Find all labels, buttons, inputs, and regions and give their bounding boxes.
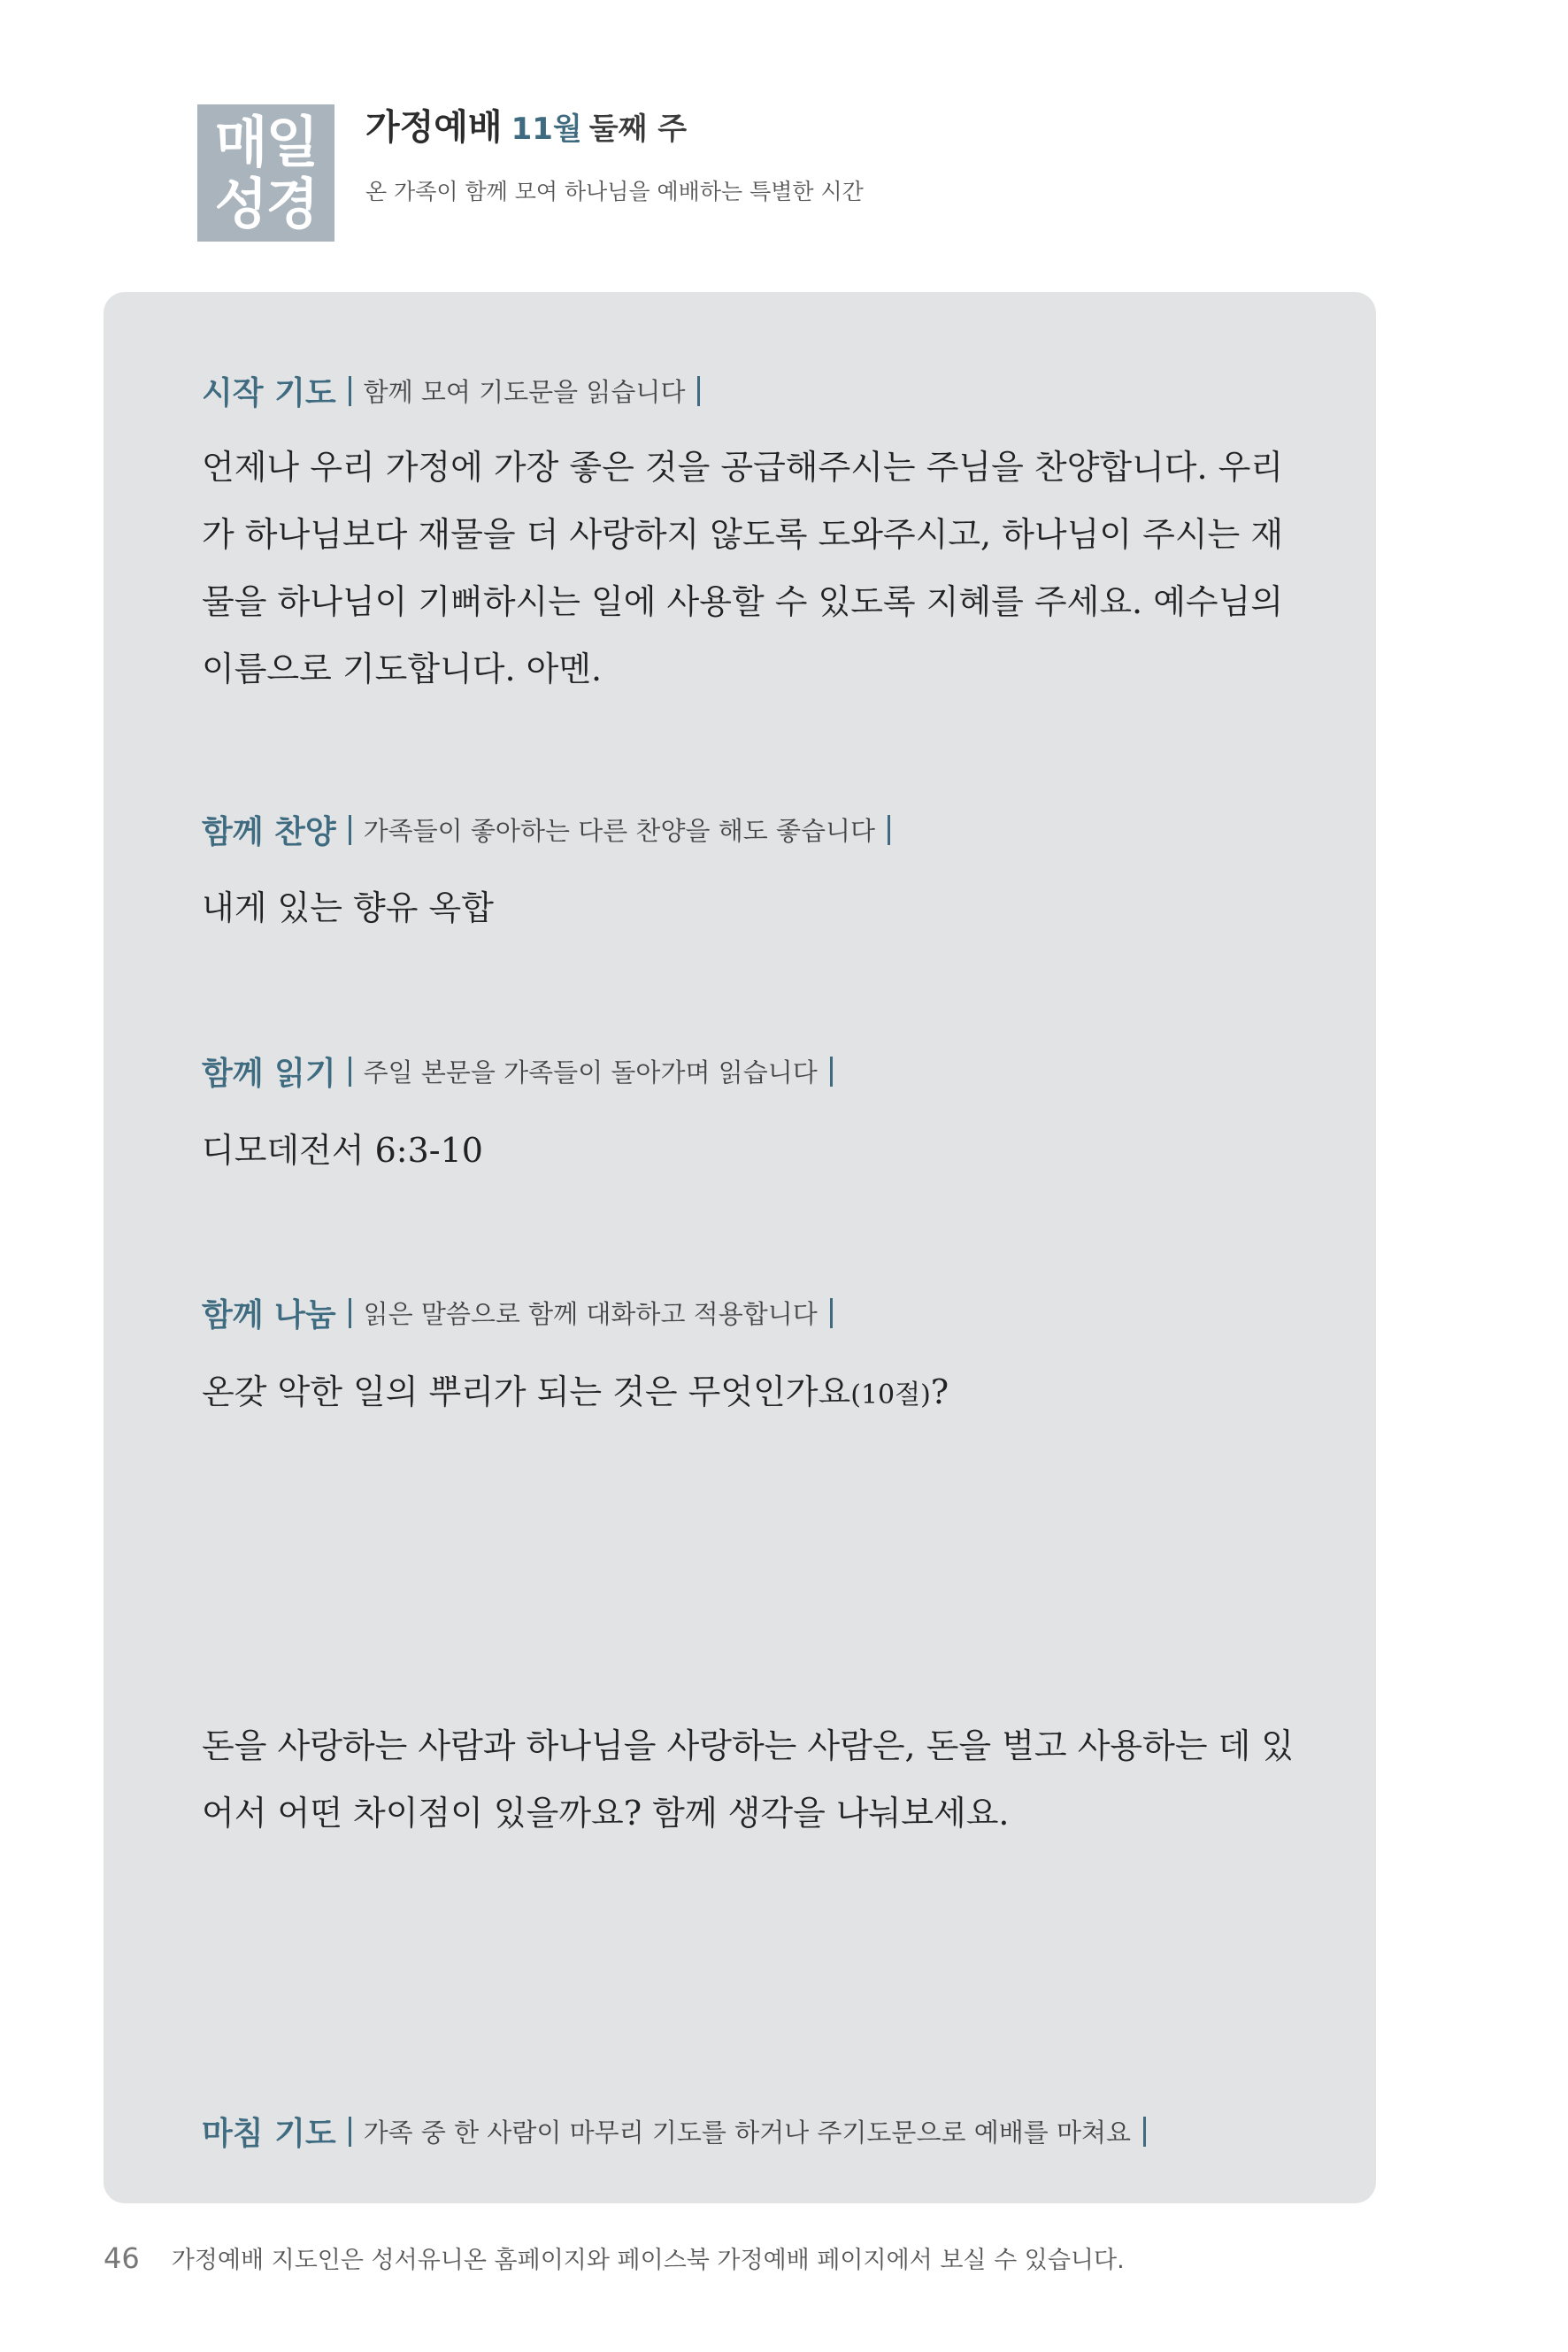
divider-bar bbox=[349, 376, 351, 406]
section-title: 함께 찬양 bbox=[202, 814, 336, 850]
divider-bar bbox=[888, 815, 890, 845]
sharing-question-1 bbox=[202, 1358, 1299, 1429]
divider-bar bbox=[349, 2117, 351, 2147]
divider-bar bbox=[349, 1057, 351, 1087]
reading-passage-text: 디모데전서 6:3-10 bbox=[202, 1131, 483, 1170]
logo-line-2: 성경 bbox=[214, 171, 318, 236]
section-title: 함께 읽기 bbox=[202, 1056, 336, 1092]
question-1-end: ? bbox=[930, 1372, 949, 1411]
divider-bar bbox=[349, 1298, 351, 1328]
title-month: 11월 bbox=[511, 111, 582, 147]
section-note: 가족 중 한 사람이 마무리 기도를 하거나 주기도문으로 예배를 마쳐요 bbox=[363, 2118, 1131, 2148]
section-note: 가족들이 좋아하는 다른 찬양을 해도 좋습니다 bbox=[363, 816, 875, 846]
section-head-opening-prayer bbox=[202, 368, 712, 413]
sharing-question-2: 돈을 사랑하는 사람과 하나님을 사랑하는 사람은, 돈을 벌고 사용하는 데 있어서 어떤 차이점이 있을까요? 함께 생각을 나눠보세요. bbox=[202, 1726, 1295, 1833]
daily-bible-logo bbox=[197, 104, 334, 242]
section-head-reading bbox=[202, 1049, 845, 1094]
title-week: 둘째 주 bbox=[588, 111, 688, 147]
page-subtitle: 온 가족이 함께 모여 하나님을 예배하는 특별한 시간 bbox=[365, 179, 864, 204]
page-number: 46 bbox=[104, 2241, 140, 2275]
opening-prayer-text: 언제나 우리 가정에 가장 좋은 것을 공급해주시는 주님을 찬양합니다. 우리가 하나님보다 재물을 더 사랑하지 않도록 도와주시고, 하나님이 주시는 재물을 하나님이 기뻐하시는 일에 사용할 수 있도록 지혜를 주세요. 예수님의 이름으로 기도합니다. 아멘. bbox=[202, 448, 1284, 688]
footer-text: 가정예배 지도인은 성서유니온 홈페이지와 페이스북 가정예배 페이지에서 보실 수 있습니다. bbox=[171, 2247, 1125, 2274]
section-note: 읽은 말씀으로 함께 대화하고 적용합니다 bbox=[363, 1299, 818, 1329]
divider-bar bbox=[697, 376, 700, 406]
divider-bar bbox=[830, 1298, 833, 1328]
title-main: 가정예배 bbox=[365, 107, 503, 148]
praise-song-text: 내게 있는 향유 옥합 bbox=[202, 888, 494, 927]
section-title: 시작 기도 bbox=[202, 375, 336, 411]
section-head-sharing bbox=[202, 1290, 845, 1335]
question-1-ref: (10절) bbox=[850, 1380, 931, 1410]
section-note: 함께 모여 기도문을 읽습니다 bbox=[363, 377, 686, 407]
section-title: 함께 나눔 bbox=[202, 1297, 336, 1334]
section-note: 주일 본문을 가족들이 돌아가며 읽습니다 bbox=[363, 1057, 818, 1088]
divider-bar bbox=[830, 1057, 833, 1087]
page-title bbox=[365, 99, 687, 150]
page-footer bbox=[104, 2241, 1125, 2275]
section-head-closing-prayer bbox=[202, 2109, 1158, 2154]
section-title: 마침 기도 bbox=[202, 2116, 336, 2152]
logo-line-1: 매일 bbox=[214, 109, 318, 174]
divider-bar bbox=[349, 815, 351, 845]
question-1-text: 온갖 악한 일의 뿌리가 되는 것은 무엇인가요 bbox=[202, 1372, 851, 1411]
section-head-praise bbox=[202, 807, 903, 852]
divider-bar bbox=[1143, 2117, 1146, 2147]
